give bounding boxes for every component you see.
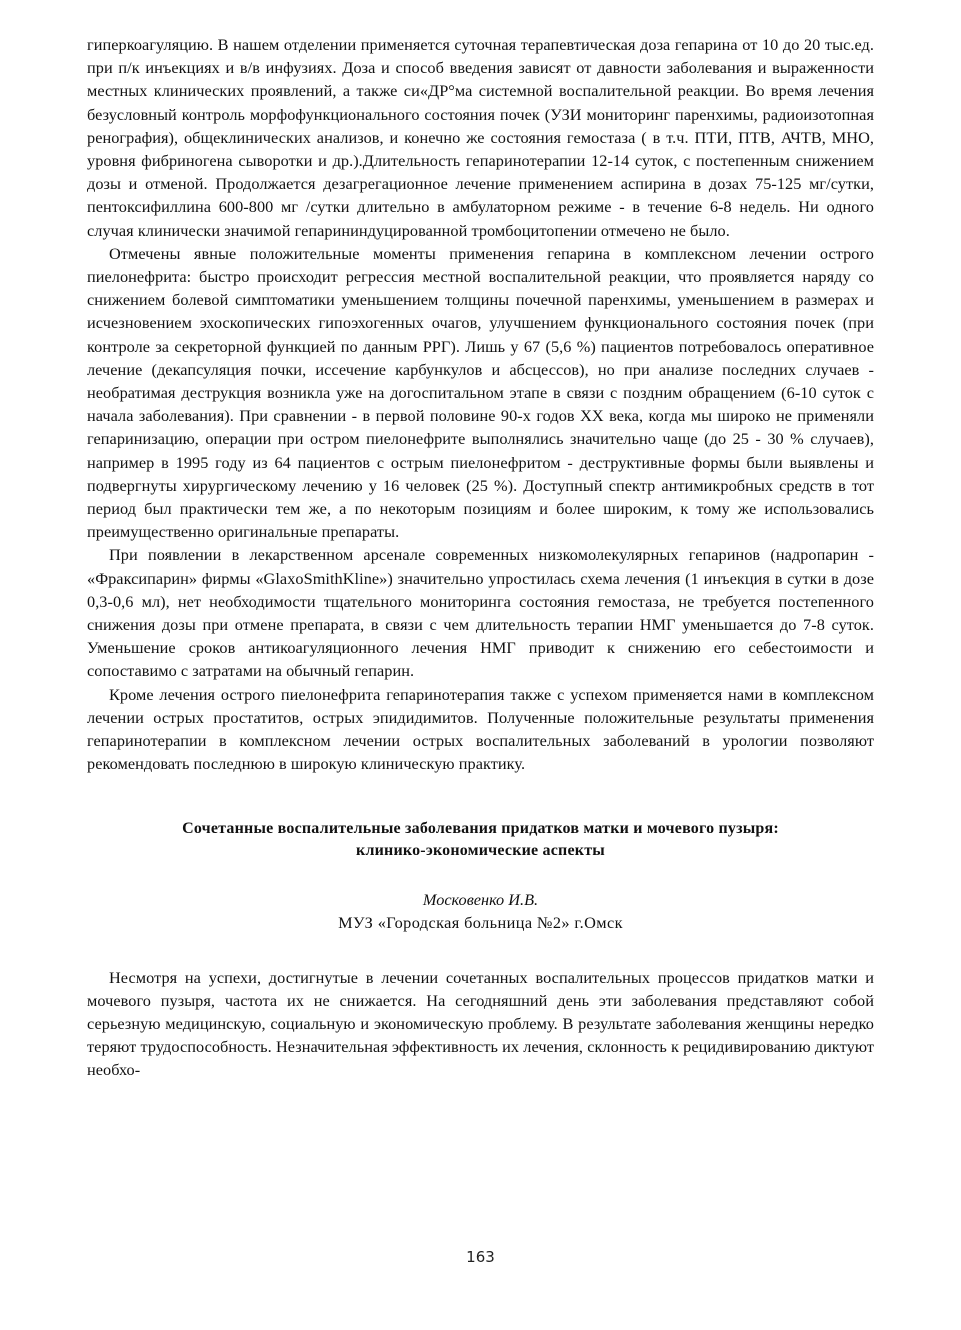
body-paragraph-4: Кроме лечения острого пиелонефрита гепаринотерапия также с успехом применяется нами в комплексном лечении острых простатитов, острых эпидидимитов. Полученные положительные результаты применения гепаринотерапии в комплексном лечении острых воспалительных заболеваний в урологии позволяют рекомендовать последнюю в широкую клиническую практику. [87, 684, 874, 774]
body-paragraph-2: Отмечены явные положительные моменты применения гепарина в комплексном лечении острого пиелонефрита: быстро происходит регрессия местной воспалительной реакции, что проявляется наряду со снижением болевой симптоматики уменьшением толщины почечной паренхимы, уменьшением в размерах и исчезновением эхоскопических гипоэхогенных очагов, улучшением функционального состояния почек (при контроле за секреторной функцией по данным РРГ). Лишь у 67 (5,6 %) пациентов потребовалось оперативное лечение (декапсуляция почки, иссечение карбункулов и абсцессов), но при анализе последних случаев - необратимая деструкция возникла уже на догоспитальном этапе в связи с поздним обращением (6-10 суток с начала заболевания). При сравнении - в первой половине 90-х годов XX века, когда мы широко не применяли гепаринизацию, операции при остром пиелонефрите выполнялись значительно чаще (до 25 - 30 % случаев), например в 1995 году из 64 пациентов с острым пиелонефритом - деструктивные формы были выявлены и подвергнуты хирургическому лечению у 16 человек (25 %). Доступный спектр антимикробных средств в тот период был практически тем же, а по некоторым позициям и более широким, к тому же использовались преимущественно оригинальные препараты. [87, 243, 874, 542]
author-name: Московенко И.В. [422, 889, 539, 909]
page-content [87, 33, 874, 1082]
body-paragraph-1: гиперкоагуляцию. В нашем отделении применяется суточная терапевтическая доза гепарина от 10 до 20 тыс.ед. при п/к инъекциях и в/в инфузиях. Доза и способ введения зависят от давности заболевания и выраженности местных клинических проявлений, а также си«ДР°ма системной воспалительной реакции. Во время лечения безусловный контроль морфофункционального состояния почек (УЗИ мониторинг паренхимы, радиоизотопная ренография), общеклинических анализов, и конечно же состояния гемостаза ( в т.ч. ПТИ, ПТВ, АЧТВ, МНО, уровня фибриногена сыворотки и др.).Длительность гепаринотерапии 12-14 суток, с постепенным снижением дозы и отменой. Продолжается дезагрегационное лечение применением аспирина в дозах 75-125 мг/сутки, пентоксифиллина 600-800 мг /сутки длительно в амбулаторном режиме - в течение 6-8 недель. Ни одного случая клинически значимой гепарининдуцированной тромбоцитопении отмечено не было. [87, 35, 874, 240]
section-title-line-2: клинико-экономические аспекты [356, 841, 605, 859]
section-spacer [87, 776, 874, 818]
page-number: 163 [466, 1248, 495, 1266]
section-heading [87, 818, 874, 862]
author-affiliation: МУЗ «Городская больница №2» г.Омск [338, 912, 623, 932]
section-paragraph-1: Несмотря на успехи, достигнутые в лечении сочетанных воспалительных процессов придатков матки и мочевого пузыря, частота их не снижается. На сегодняшний день эти заболевания представляют собой серьезную медицинскую, социальную и экономическую проблему. В результате заболевания женщины нередко теряют трудоспособность. Незначительная эффективность их лечения, склонность к рецидивированию диктуют необхо- [87, 967, 874, 1080]
section-title-line-1: Сочетанные воспалительные заболевания придатков матки и мочевого пузыря: [182, 819, 779, 837]
affiliation-spacer [87, 934, 874, 966]
body-paragraph-3: При появлении в лекарственном арсенале современных низкомолекулярных гепаринов (надропарин - «Фраксипарин» фирмы «GlaxoSmithKline») значительно упростилась схема лечения (1 инъекция в сутки в дозе 0,3-0,6 мл), нет необходимости тщательного мониторинга состояния гемостаза, не требуется постепенного снижения дозы при отмене препарата, в связи с чем длительность терапии НМГ уменьшается до 7-8 суток. Уменьшение сроков антикоагуляционного лечения НМГ приводит к снижению его себестоимости и сопоставимо с затратами на обычный гепарин. [87, 545, 874, 681]
